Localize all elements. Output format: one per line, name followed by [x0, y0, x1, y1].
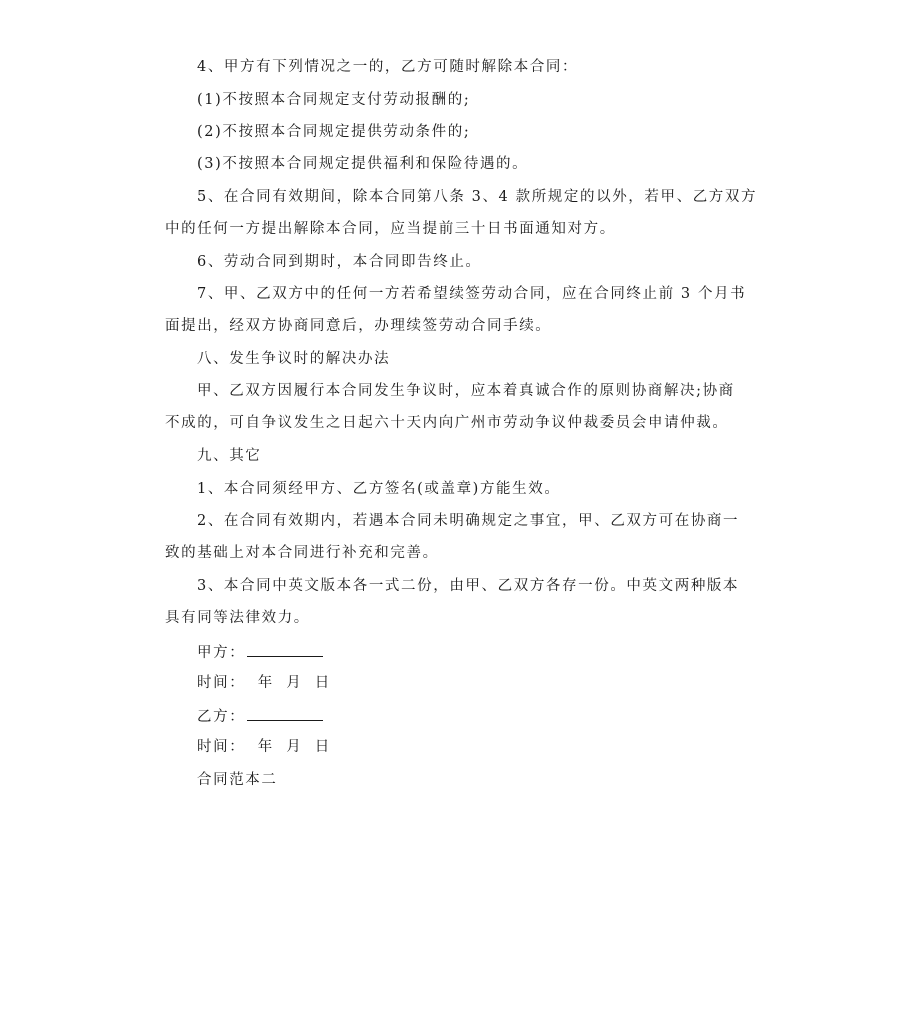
- next-template-title: 合同范本二: [197, 772, 278, 788]
- section-9-item-3-line-2: 具有同等法律效力。: [165, 610, 310, 626]
- party-a-signature-line: [247, 642, 323, 657]
- paragraph-7-line-2: 面提出，经双方协商同意后，办理续签劳动合同手续。: [165, 318, 552, 334]
- section-9-item-1: 1、本合同须经甲方、乙方签名(或盖章)方能生效。: [197, 481, 561, 497]
- section-9-item-3-line-1: 3、本合同中英文版本各一式二份，由甲、乙双方各存一份。中英文两种版本: [197, 578, 740, 594]
- section-8-body-line-2: 不成的，可自争议发生之日起六十天内向广州市劳动争议仲裁委员会申请仲裁。: [165, 415, 729, 431]
- paragraph-6: 6、劳动合同到期时，本合同即告终止。: [197, 254, 482, 270]
- section-8-body-line-1: 甲、乙双方因履行本合同发生争议时，应本着真诚合作的原则协商解决;协商: [197, 383, 735, 399]
- paragraph-4-2: (2)不按照本合同规定提供劳动条件的;: [197, 124, 471, 140]
- paragraph-4-line-1: 4、甲方有下列情况之一的，乙方可随时解除本合同：: [197, 59, 579, 75]
- section-8-heading: 八、发生争议时的解决办法: [197, 351, 391, 367]
- party-b-label: 乙方：: [197, 709, 246, 725]
- paragraph-5-line-2: 中的任何一方提出解除本合同，应当提前三十日书面通知对方。: [165, 221, 616, 237]
- party-b-signature: [197, 706, 323, 726]
- party-a-date: 时间： 年 月 日: [197, 675, 331, 691]
- party-a-label: 甲方：: [197, 645, 246, 661]
- paragraph-5-line-1: 5、在合同有效期间，除本合同第八条 3、4 款所规定的以外，若甲、乙方双方: [197, 189, 758, 205]
- paragraph-7-line-1: 7、甲、乙双方中的任何一方若希望续签劳动合同，应在合同终止前 3 个月书: [197, 286, 747, 302]
- section-9-heading: 九、其它: [197, 448, 262, 464]
- paragraph-4-3: (3)不按照本合同规定提供福利和保险待遇的。: [197, 156, 529, 172]
- section-9-item-2-line-1: 2、在合同有效期内，若遇本合同未明确规定之事宜，甲、乙双方可在协商一: [197, 513, 740, 529]
- party-b-signature-line: [247, 706, 323, 721]
- section-9-item-2-line-2: 致的基础上对本合同进行补充和完善。: [165, 545, 439, 561]
- party-b-date: 时间： 年 月 日: [197, 739, 331, 755]
- party-a-signature: [197, 642, 323, 662]
- paragraph-4-1: (1)不按照本合同规定支付劳动报酬的;: [197, 92, 471, 108]
